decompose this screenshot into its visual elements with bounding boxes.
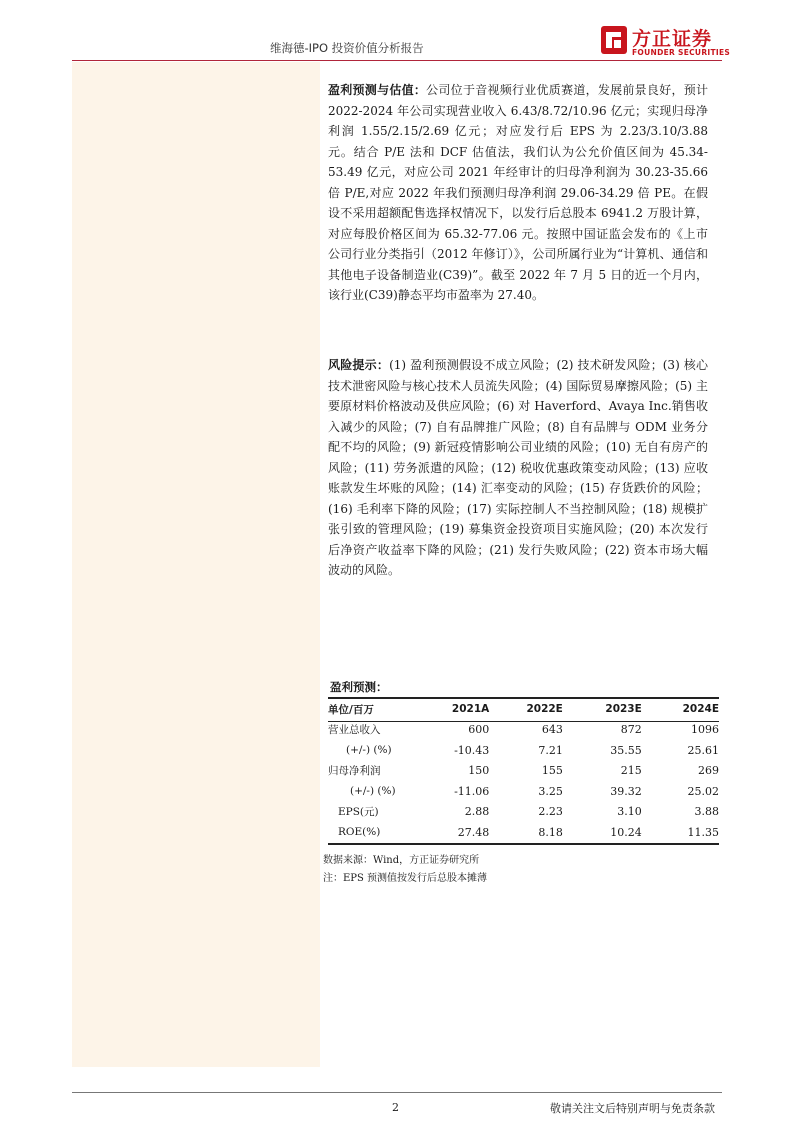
valuation-paragraph: [328, 80, 708, 306]
table-cell: 11.35: [687, 825, 719, 839]
left-sidebar-panel: [72, 62, 320, 1067]
table-row: [328, 822, 719, 843]
table-header-rule: [328, 721, 719, 722]
header-2022e: 2022E: [526, 703, 563, 716]
row-label: 归母净利润: [328, 765, 381, 778]
row-label: EPS(元): [338, 806, 379, 819]
forecast-table-title: 盈利预测：: [330, 680, 388, 694]
table-cell: 643: [541, 723, 563, 737]
table-cell: 872: [620, 723, 642, 737]
risk-heading: 风险提示：: [328, 358, 390, 372]
table-row: [328, 761, 719, 782]
table-cell: 215: [620, 764, 642, 778]
table-cell: 2.23: [538, 805, 563, 819]
table-cell: 155: [541, 764, 563, 778]
table-cell: 150: [468, 764, 490, 778]
header-2023e: 2023E: [605, 703, 642, 716]
table-row: [328, 720, 719, 741]
valuation-text: 公司位于音视频行业优质赛道，发展前景良好，预计 2022-2024 年公司实现营业收入 6.43/8.72/10.96 亿元；实现归母净利润 1.55/2.15/2.69 亿元；对应发行后 EPS 为 2.23/3.10/3.88 元。结合 P/E 法和 DCF 估值法，我们认为公允价值区间为 45.34-53.49 亿元，对应公司 2021 年经审计的归母净利润为 30.23-35.66 倍 P/E,对应 2022 年我们预测归母净利润 29.06-34.29 倍 PE。在假设不采用超额配售选择权情况下，以发行后总股本 6941.2 万股计算，对应每股价格区间为 65.32-77.06 元。按照中国证监会发布的《上市公司行业分类指引（2012 年修订）》，公司所属行业为“计算机、通信和其他电子设备制造业(C39)”。截至 2022 年 7 月 5 日的近一个月内，该行业(C39)静态平均市盈率为 27.40。: [328, 83, 708, 302]
table-cell: 7.21: [538, 743, 563, 757]
eps-footnote: 注：EPS 预测值按发行后总股本摊薄: [323, 873, 488, 884]
logo-chinese-name: 方正证券: [632, 28, 713, 50]
page-number: 2: [392, 1101, 399, 1114]
table-cell: 25.02: [687, 784, 719, 798]
table-row: [328, 802, 719, 823]
disclaimer-text: 敬请关注文后特别声明与免责条款: [550, 1102, 715, 1115]
table-cell: 39.32: [610, 784, 642, 798]
risk-text: (1) 盈利预测假设不成立风险；(2) 技术研发风险；(3) 核心技术泄密风险与核心技术人员流失风险；(4) 国际贸易摩擦风险；(5) 主要原材料价格波动及供应风险；(6) 对 Haverford、Avaya Inc.销售收入减少的风险；(7) 自有品牌推广风险；(8) 自有品牌与 ODM 业务分配不均的风险；(9) 新冠疫情影响公司业绩的风险；(10) 无自有房产的风险；(11) 劳务派遣的风险；(12) 税收优惠政策变动风险；(13) 应收账款发生坏账的风险；(14) 汇率变动的风险；(15) 存货跌价的风险；(16) 毛利率下降的风险；(17) 实际控制人不当控制风险；(18) 规模扩张引致的管理风险；(19) 募集资金投资项目实施风险；(20) 本次发行后净资产收益率下降的风险；(21) 发行失败风险；(22) 资本市场大幅波动的风险。: [328, 358, 708, 577]
table-cell: 25.61: [687, 743, 719, 757]
table-row: [328, 740, 719, 761]
table-cell: 8.18: [538, 825, 563, 839]
data-source-note: 数据来源：Wind，方正证券研究所: [323, 855, 480, 866]
row-label: (+/-) (%): [350, 785, 396, 798]
table-bottom-rule: [328, 843, 719, 845]
table-cell: 3.10: [617, 805, 642, 819]
table-cell: 35.55: [610, 743, 642, 757]
table-cell: 1096: [691, 723, 719, 737]
logo-english-name: FOUNDER SECURITIES: [632, 48, 731, 57]
table-cell: 3.88: [694, 805, 719, 819]
table-cell: 2.88: [464, 805, 490, 819]
row-label: ROE(%): [338, 826, 381, 839]
header-2021a: 2021A: [451, 703, 490, 716]
table-cell: -11.06: [454, 784, 490, 798]
header-divider: [72, 60, 722, 61]
table-header-row: [328, 699, 719, 720]
table-cell: 10.24: [610, 825, 642, 839]
founder-logo-icon: [601, 26, 627, 54]
table-cell: 27.48: [457, 825, 490, 839]
report-title: 维海德-IPO 投资价值分析报告: [270, 41, 424, 55]
valuation-heading: 盈利预测与估值：: [328, 83, 427, 97]
table-cell: 3.25: [538, 784, 563, 798]
table-cell: -10.43: [454, 743, 490, 757]
table-row: [328, 781, 719, 802]
header-2024e: 2024E: [682, 703, 719, 716]
header-unit: 单位/百万: [328, 703, 374, 716]
table-cell: 600: [468, 723, 490, 737]
row-label: 营业总收入: [328, 724, 381, 737]
founder-logo: [601, 24, 731, 58]
footer-divider: [72, 1092, 722, 1093]
table-cell: 269: [698, 764, 719, 778]
risk-paragraph: [328, 355, 708, 581]
row-label: (+/-) (%): [346, 744, 392, 757]
